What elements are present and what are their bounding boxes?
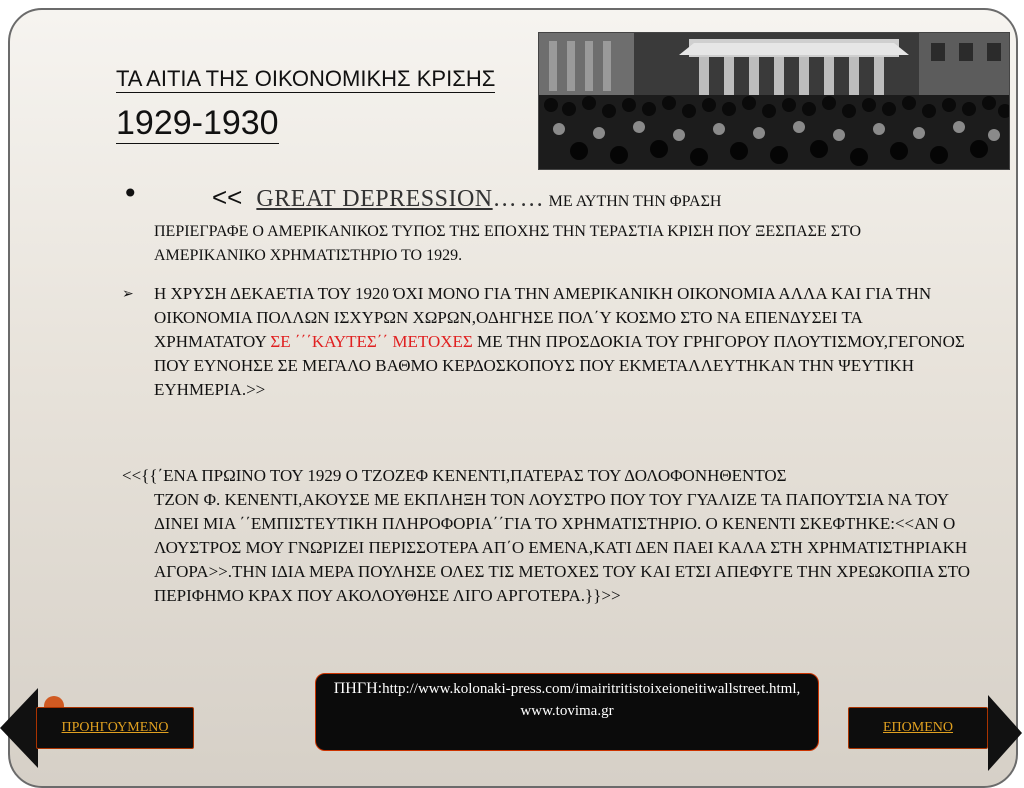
crowd-photo-illustration	[539, 33, 1009, 169]
great-depression-phrase: GREAT DEPRESSION	[256, 186, 493, 212]
source-link-tovima[interactable]: www.tovima.gr	[520, 703, 614, 719]
source-comma: ,	[796, 681, 801, 697]
wall-street-crowd-photo	[538, 32, 1010, 170]
bullet-dot-icon: •	[122, 177, 139, 210]
arrow-bullet-icon: ➢	[122, 286, 134, 302]
source-label: ΠΗΓΗ:	[333, 680, 383, 697]
bullet-2-text-after: ΜΕ ΤΗΝ ΠΡΟΣΔΟΚΙΑ ΤΟΥ ΓΡΗΓΟΡΟΥ ΠΛΟΥΤΙΣΜΟΥ,ΓΕΓΟΝΟΣ ΠΟΥ ΕΥΝΟΗΣΕ ΣΕ ΜΕΓΑΛΟ ΒΑΘΜΟ ΚΕΡΔΟΣΚΟΠΟΥΣ ΠΟΥ ΕΚΜΕΤΑΛΛΕΥΤΗΚΑΝ ΤΗΝ ΨΕΥΤΙΚΗ ΕΥΗΜΕΡΙΑ.>>	[154, 332, 965, 399]
bullet-2-text	[154, 282, 974, 402]
slide	[8, 8, 1018, 788]
anecdote-rest: ΤΖΟΝ Φ. ΚΕΝΕΝΤΙ,ΑΚΟΥΣΕ ΜΕ ΕΚΠΛΗΞΗ ΤΟΝ ΛΟΥΣΤΡΟ ΠΟΥ ΤΟΥ ΓΥΑΛΙΖΕ ΤΑ ΠΑΠΟΥΤΣΙΑ ΝΑ ΤΟΥ ΔΙΝΕΙ ΜΙΑ ΄΄ΕΜΠΙΣΤΕΥΤΙΚΗ ΠΛΗΡΟΦΟΡΙΑ΄΄ΓΙΑ ΤΟ ΧΡΗΜΑΤΙΣΤΗΡΙΟ. Ο ΚΕΝΕΝΤΙ ΣΚΕΦΤΗΚΕ:<<ΑΝ Ο ΛΟΥΣΤΡΟΣ ΜΟΥ ΓΝΩΡΙΖΕΙ ΠΕΡΙΣΣΟΤΕΡΑ ΑΠ΄Ο ΕΜΕΝΑ,ΚΑΤΙ ΔΕΝ ΠΑΕΙ ΚΑΛΑ ΣΤΗ ΧΡΗΜΑΤΙΣΤΗΡΙΑΚΗ ΑΓΟΡΑ>>.ΤΗΝ ΙΔΙΑ ΜΕΡΑ ΠΟΥΛΗΣΕ ΟΛΕΣ ΤΙΣ ΜΕΤΟΧΕΣ ΤΟΥ ΚΑΙ ΕΤΣΙ ΑΠΕΦΥΓΕ ΤΗΝ ΧΡΕΩΚΟΠΙΑ ΣΤΟ ΠΕΡΙΦΗΜΟ ΚΡΑΧ ΠΟΥ ΑΚΟΛΟΥΘΗΣΕ ΛΙΓΟ ΑΡΓΟΤΕΡΑ.}}>>	[154, 490, 971, 605]
source-box	[315, 673, 819, 751]
hot-stocks-highlight: ΣΕ ΄΄΄ΚΑΥΤΕΣ΄΄ ΜΕΤΟΧΕΣ	[270, 332, 473, 351]
bullet-1-continuation: ΠΕΡΙΕΓΡΑΦΕ Ο ΑΜΕΡΙΚΑΝΙΚΟΣ ΤΥΠΟΣ ΤΗΣ ΕΠΟΧΗΣ ΤΗΝ ΤΕΡΑΣΤΙΑ ΚΡΙΣΗ ΠΟΥ ΞΕΣΠΑΣΕ ΣΤΟ ΑΜΕΡΙΚΑΝΙΚΟ ΧΡΗΜΑΤΙΣΤΗΡΙΟ ΤΟ 1929.	[154, 223, 862, 264]
slide-title	[116, 66, 536, 144]
anecdote-first-line: <<{{΄ΕΝΑ ΠΡΩΙΝΟ ΤΟΥ 1929 Ο ΤΖΟΖΕΦ ΚΕΝΕΝΤΙ,ΠΑΤΕΡΑΣ ΤΟΥ ΔΟΛΟΦΟΝΗΘΕΝΤΟΣ	[122, 466, 787, 485]
title-line-2: 1929-1930	[116, 104, 279, 142]
prev-arrow-icon[interactable]	[0, 688, 38, 768]
quote-open: <<	[212, 182, 243, 212]
previous-button[interactable]: ΠΡΟΗΓΟΥΜΕΝΟ	[36, 707, 194, 749]
next-arrow-icon[interactable]	[988, 695, 1022, 771]
title-line-1: ΤΑ ΑΙΤΙΑ ΤΗΣ ΟΙΚΟΝΟΜΙΚΗΣ ΚΡΙΣΗΣ	[116, 66, 496, 91]
bullet-1-tail: ΜΕ ΑΥΤΗΝ ΤΗΝ ΦΡΑΣΗ	[548, 193, 722, 210]
ellipsis: ……	[492, 186, 547, 212]
source-link-kolonaki[interactable]: http://www.kolonaki-press.com/imairitritistoixeioneitiwallstreet.html	[382, 681, 797, 697]
next-button[interactable]: ΕΠΟΜΕΝΟ	[848, 707, 988, 749]
kennedy-anecdote-paragraph	[122, 464, 972, 608]
bullet-2-text-before: Η ΧΡΥΣΗ ΔΕΚΑΕΤΙΑ ΤΟΥ 1920 ΌΧΙ ΜΟΝΟ ΓΙΑ ΤΗΝ ΑΜΕΡΙΚΑΝΙΚΗ ΟΙΚΟΝΟΜΙΑ ΑΛΛΑ ΚΑΙ ΓΙΑ ΤΗΝ ΟΙΚΟΝΟΜΙΑ ΠΟΛΛΩΝ ΙΣΧΥΡΩΝ ΧΩΡΩΝ,ΟΔΗΓΗΣΕ ΠΟΛ΄Υ ΚΟΣΜΟ ΣΤΟ ΝΑ ΕΠΕΝΔΥΣΕΙ ΤΑ ΧΡΗΜΑΤΑΤΟΥ	[154, 284, 932, 351]
bullet-1-heading	[212, 182, 721, 213]
